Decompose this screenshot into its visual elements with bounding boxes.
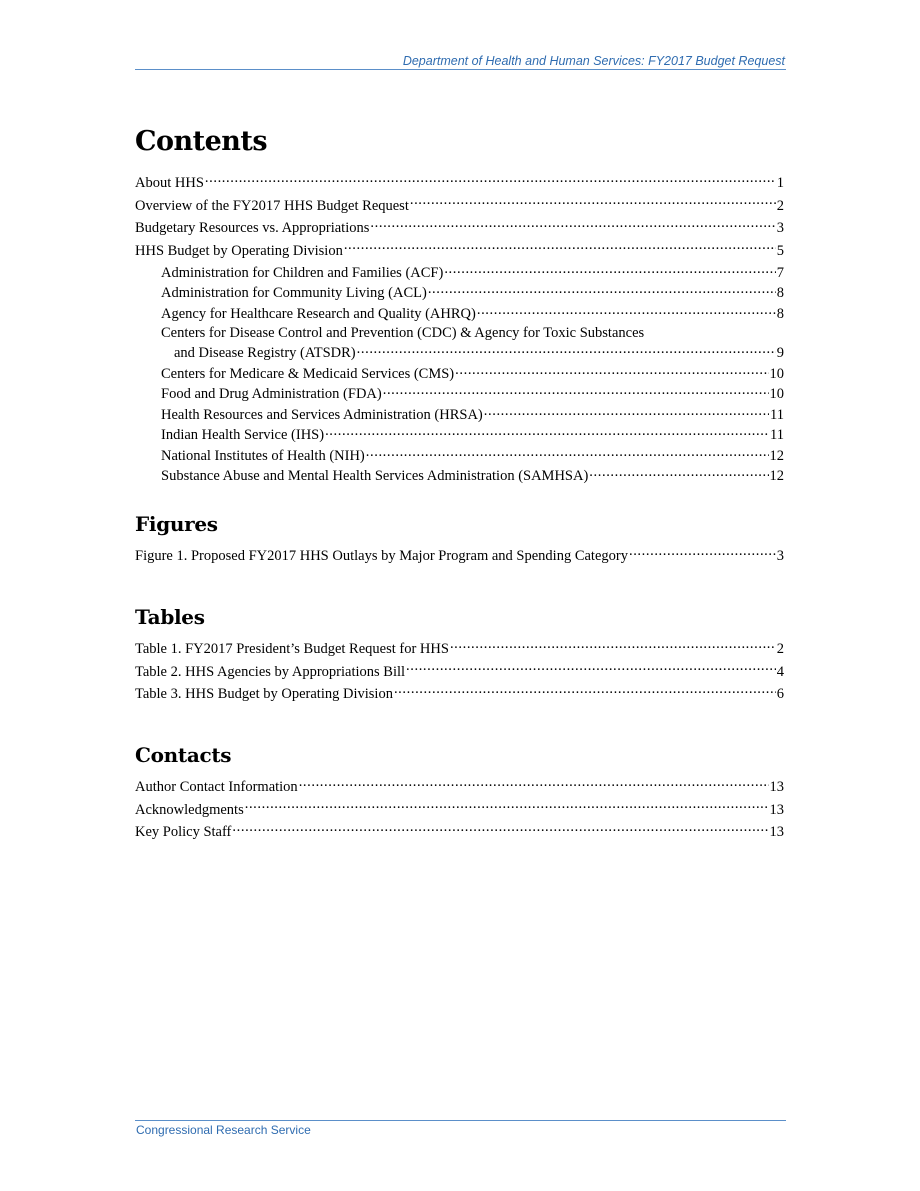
dot-leader [394,684,776,699]
dot-leader [589,466,768,481]
toc-subentry[interactable] [135,466,784,487]
tables-heading: Tables [135,605,205,629]
toc-subentry-label: Food and Drug Administration (FDA) [161,386,382,402]
toc-entry-page: 13 [769,801,784,818]
dot-leader [410,195,776,210]
contacts-heading: Contacts [135,743,232,767]
toc-entry-label: Table 3. HHS Budget by Operating Division [135,686,393,702]
toc-subentry[interactable] [135,303,784,324]
toc-subentry-page: 7 [776,264,784,281]
dot-leader [344,240,776,255]
toc-subentry-label: Health Resources and Services Administration (HRSA) [161,406,483,423]
toc-entry-page: 2 [776,641,784,657]
toc-subentry-page: 12 [769,447,784,464]
dot-leader [357,343,776,358]
toc-entry-label: Figure 1. Proposed FY2017 HHS Outlays by Major Program and Spending Category [135,548,628,564]
toc-subentry-label: Agency for Healthcare Research and Quality (AHRQ) [161,305,476,322]
contacts-list [135,776,784,844]
toc-subentry-label: Administration for Community Living (ACL) [161,285,427,301]
toc-subentry[interactable] [135,445,784,466]
header-rule [135,69,786,70]
toc-subentry-page: 12 [769,468,784,484]
tables-list [135,638,784,706]
figures-heading: Figures [135,512,218,536]
toc-entry-page: 3 [776,220,784,236]
toc-entry-label: Key Policy Staff [135,824,232,840]
dot-leader [450,639,776,654]
toc-entry[interactable] [135,821,784,844]
toc-entry[interactable] [135,172,784,195]
toc-subentry[interactable] [135,363,784,384]
toc-subentry-label: Indian Health Service (IHS) [161,427,325,443]
toc-subentry-line1[interactable] [135,324,784,343]
toc-subentry-label: Administration for Children and Families (ACF) [161,264,444,281]
toc-subentry-page: 11 [770,427,784,443]
toc-entry-label: HHS Budget by Operating Division [135,242,343,259]
toc-subentry-page: 9 [776,345,784,361]
toc-entry-page: 1 [776,175,784,191]
toc-subentry-page: 10 [769,386,784,402]
toc-subentry-page: 10 [769,365,784,382]
toc-entry[interactable] [135,240,784,263]
toc-entry-label: Acknowledgments [135,801,244,818]
footer-rule [135,1120,786,1121]
dot-leader [325,425,769,440]
toc-entry[interactable] [135,661,784,684]
toc-subentry-label: Substance Abuse and Mental Health Services Administration (SAMHSA) [161,468,589,484]
toc-subentry-line2[interactable] [135,343,784,364]
dot-leader [484,404,769,419]
toc-entry-label: Budgetary Resources vs. Appropriations [135,220,370,236]
toc-entry-page: 5 [776,242,784,259]
toc-subentry-page: 11 [770,406,784,423]
toc-entry[interactable] [135,683,784,706]
toc-subentry[interactable] [135,404,784,425]
toc-entry-label: Author Contact Information [135,779,298,795]
toc-entry[interactable] [135,638,784,661]
toc-entry-label: Table 1. FY2017 President’s Budget Request for HHS [135,641,449,657]
toc-entry-label: About HHS [135,175,204,191]
dot-leader [428,283,776,298]
figures-list [135,545,784,568]
dot-leader [383,384,769,399]
contents-list [135,172,784,486]
toc-subentry-label: National Institutes of Health (NIH) [161,447,365,464]
toc-entry-label: Table 2. HHS Agencies by Appropriations Bill [135,663,406,680]
toc-entry[interactable] [135,776,784,799]
toc-entry-page: 2 [776,197,784,214]
toc-subentry-page: 8 [776,285,784,301]
toc-subentry-label: Centers for Disease Control and Prevention (CDC) & Agency for Toxic Substances [161,324,645,341]
toc-entry[interactable] [135,217,784,240]
dot-leader [629,546,776,561]
dot-leader [205,173,776,188]
toc-subentry[interactable] [135,384,784,405]
toc-subentry-page: 8 [776,305,784,322]
contents-heading: Contents [135,126,268,157]
dot-leader [366,445,769,460]
toc-subentry-label: and Disease Registry (ATSDR) [174,345,356,361]
running-header: Department of Health and Human Services: FY2017 Budget Request [402,54,785,68]
dot-leader [370,218,775,233]
toc-entry-label: Overview of the FY2017 HHS Budget Request [135,197,409,214]
toc-entry-page: 6 [776,686,784,702]
toc-entry[interactable] [135,799,784,822]
dot-leader [406,661,776,676]
dot-leader [245,799,769,814]
dot-leader [455,363,768,378]
toc-subentry[interactable] [135,262,784,283]
toc-entry[interactable] [135,545,784,568]
footer-organization: Congressional Research Service [136,1123,311,1137]
dot-leader [299,777,769,792]
dot-leader [232,822,768,837]
toc-entry-page: 4 [776,663,784,680]
toc-subentry-label: Centers for Medicare & Medicaid Services (CMS) [161,365,455,382]
toc-entry-page: 13 [769,824,784,840]
toc-entry[interactable] [135,195,784,218]
toc-entry-page: 13 [769,779,784,795]
toc-entry-page: 3 [776,548,784,564]
toc-subentry[interactable] [135,425,784,446]
dot-leader [477,303,776,318]
dot-leader [444,262,775,277]
toc-subentry[interactable] [135,283,784,304]
